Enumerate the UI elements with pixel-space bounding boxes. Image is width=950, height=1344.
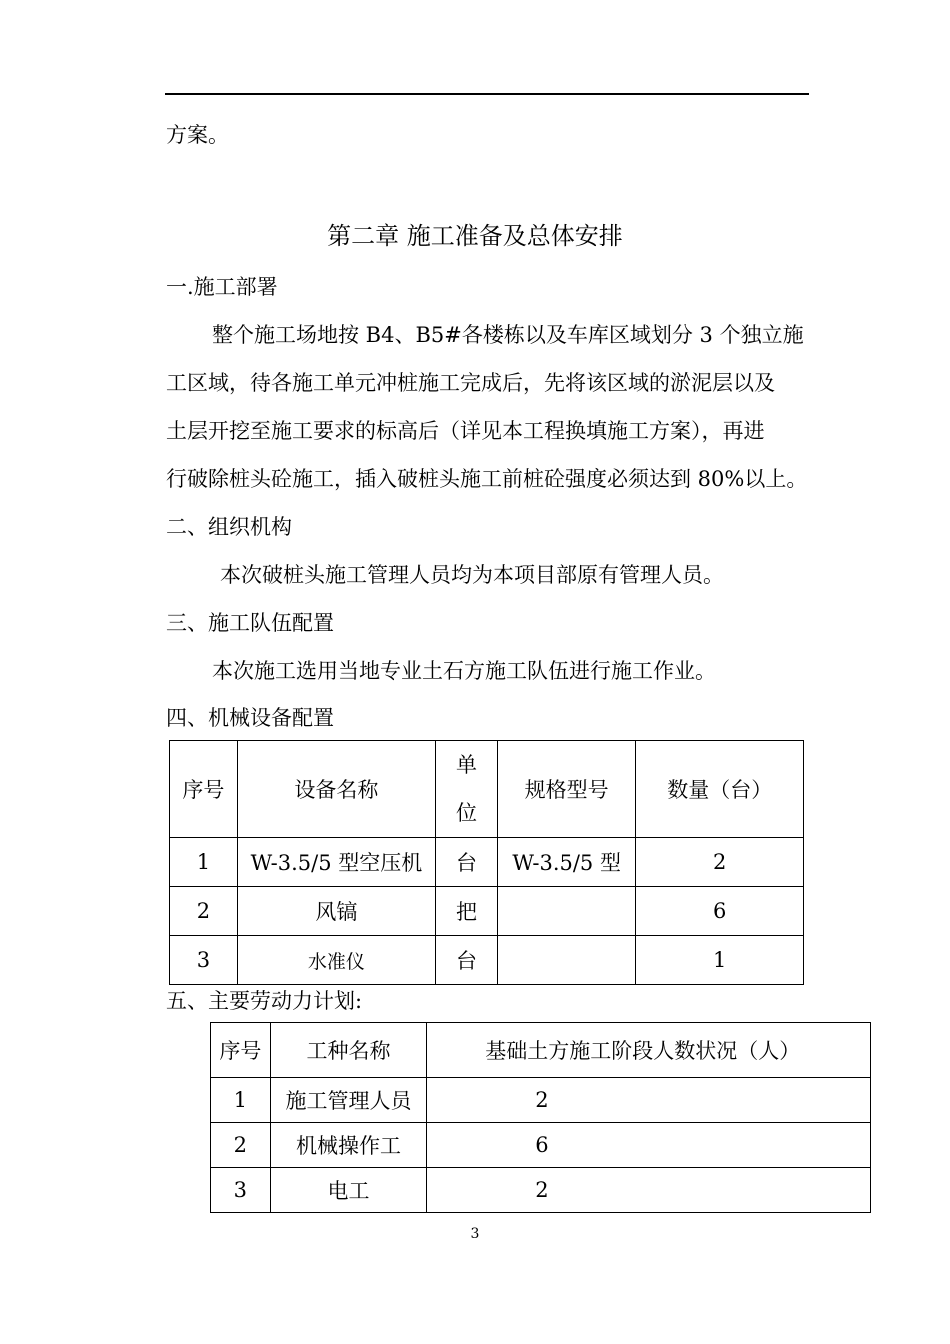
- table-cell: 1: [636, 936, 804, 985]
- table-cell: 台: [436, 838, 498, 887]
- table-cell: [497, 887, 636, 936]
- table-header-row: [170, 741, 804, 838]
- labor-table: [210, 1022, 871, 1213]
- table-cell: 把: [436, 887, 498, 936]
- header-cell: 序号: [211, 1023, 271, 1078]
- table-row: [211, 1078, 871, 1123]
- table-cell: W-3.5/5 型: [497, 838, 636, 887]
- table-cell: 2: [170, 887, 238, 936]
- table-cell: 2: [427, 1078, 871, 1123]
- section-3-heading: 三、施工队伍配置: [166, 611, 334, 635]
- table-cell: 6: [427, 1123, 871, 1168]
- header-cell: 基础土方施工阶段人数状况（人）: [427, 1023, 871, 1078]
- section-4-heading: 四、机械设备配置: [166, 706, 334, 730]
- equipment-table: [169, 740, 804, 985]
- header-cell: 设备名称: [237, 741, 435, 838]
- header-cell: 规格型号: [497, 741, 636, 838]
- chapter-title: 第二章 施工准备及总体安排: [327, 222, 623, 250]
- page-number: 3: [470, 1226, 480, 1242]
- header-cell-unit: [436, 741, 498, 838]
- table-cell: 台: [436, 936, 498, 985]
- header-unit-char-1: 单: [455, 753, 477, 777]
- table-cell: W-3.5/5 型空压机: [237, 838, 435, 887]
- header-rule: [165, 93, 809, 95]
- table-cell: 水准仪: [237, 936, 435, 985]
- table-row: [211, 1123, 871, 1168]
- table-row: [170, 936, 804, 985]
- table-row: [170, 838, 804, 887]
- table-cell: 施工管理人员: [270, 1078, 427, 1123]
- table-cell: 6: [636, 887, 804, 936]
- table-cell: 风镐: [237, 887, 435, 936]
- table-cell: 3: [211, 1168, 271, 1213]
- table-cell: 2: [211, 1123, 271, 1168]
- section-1-line-4: 行破除桩头砼施工，插入破桩头施工前桩砼强度必须达到 80%以上。: [166, 467, 808, 491]
- table-cell: 1: [170, 838, 238, 887]
- table-cell: 2: [427, 1168, 871, 1213]
- section-2-text: 本次破桩头施工管理人员均为本项目部原有管理人员。: [220, 563, 724, 587]
- table-cell: 电工: [270, 1168, 427, 1213]
- table-cell: 3: [170, 936, 238, 985]
- table-row: [211, 1168, 871, 1213]
- table-cell: 2: [636, 838, 804, 887]
- table-cell: 机械操作工: [270, 1123, 427, 1168]
- section-1-line-3: 土层开挖至施工要求的标高后（详见本工程换填施工方案），再进: [166, 419, 765, 443]
- table-header-row: [211, 1023, 871, 1078]
- section-1-heading: 一.施工部署: [166, 275, 278, 299]
- header-unit-char-2: 位: [455, 801, 477, 825]
- header-cell: 工种名称: [270, 1023, 427, 1078]
- table-cell: [497, 936, 636, 985]
- section-5-heading: 五、主要劳动力计划:: [166, 989, 363, 1013]
- section-1-line-2: 工区域，待各施工单元冲桩施工完成后，先将该区域的淤泥层以及: [166, 371, 775, 395]
- section-3-text: 本次施工选用当地专业土石方施工队伍进行施工作业。: [212, 659, 716, 683]
- header-cell: 序号: [170, 741, 238, 838]
- section-2-heading: 二、组织机构: [166, 515, 292, 539]
- header-cell: 数量（台）: [636, 741, 804, 838]
- continuation-text: 方案。: [166, 123, 229, 147]
- section-1-line-1: 整个施工场地按 B4、B5#各楼栋以及车库区域划分 3 个独立施: [212, 323, 804, 347]
- table-cell: 1: [211, 1078, 271, 1123]
- table-row: [170, 887, 804, 936]
